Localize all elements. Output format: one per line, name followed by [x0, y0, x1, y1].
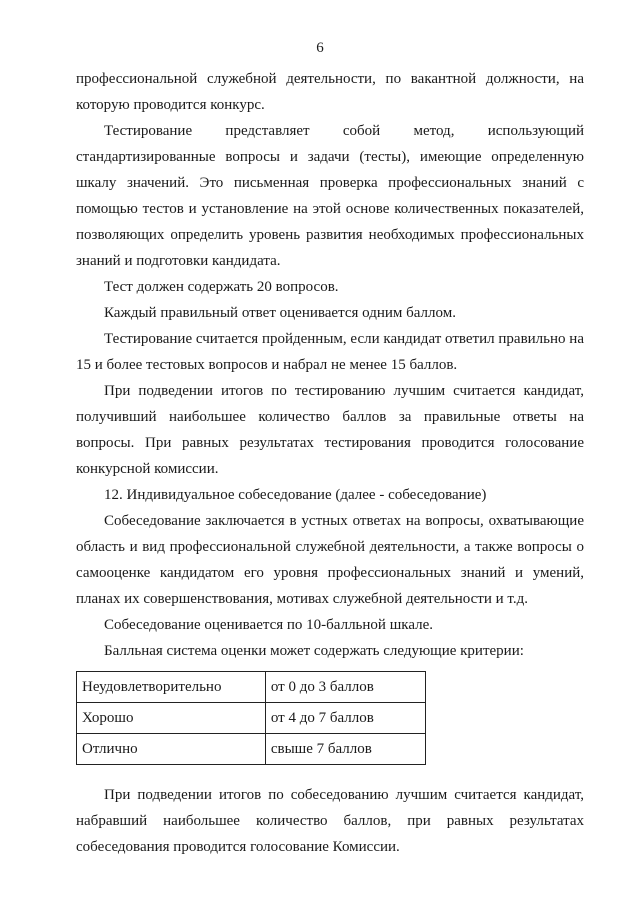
table-row	[77, 734, 426, 765]
paragraph-interview-results: При подведении итогов по собеседованию лучшим считается кандидат, набравший наибольшее количество баллов, при равных результатах собеседования проводится голосование Комиссии.	[76, 787, 584, 855]
criteria-range-cell: свыше 7 баллов	[265, 734, 425, 765]
criteria-grade-cell: Неудовлетворительно	[77, 672, 266, 703]
table-row	[77, 703, 426, 734]
paragraph-scoring: Каждый правильный ответ оценивается одним баллом.	[104, 305, 456, 321]
page-number: 6	[316, 40, 324, 56]
criteria-grade-cell: Отлично	[77, 734, 266, 765]
paragraph-interview-scale: Собеседование оценивается по 10-балльной шкале.	[104, 617, 433, 633]
criteria-grade-cell: Хорошо	[77, 703, 266, 734]
paragraph-testing-results: При подведении итогов по тестированию лучшим считается кандидат, получивший наибольшее количество баллов за правильные ответы на вопросы. При равных результатах тестирования проводится голосование конкурсной комиссии.	[76, 383, 584, 477]
paragraph-testing-definition: Тестирование представляет собой метод, использующий стандартизированные вопросы и задачи (тесты), имеющие определенную шкалу значений. Это письменная проверка профессиональных знаний с помощью тестов и установление на этой основе количественных показателей, позволяющих определить уровень развития необходимых профессиональных знаний и подготовки кандидата.	[76, 123, 584, 269]
criteria-range-cell: от 4 до 7 баллов	[265, 703, 425, 734]
document-body	[76, 66, 584, 860]
criteria-table	[76, 671, 426, 765]
paragraph-continuation: профессиональной служебной деятельности, по вакантной должности, на которую проводится конкурс.	[76, 71, 584, 113]
table-row	[77, 672, 426, 703]
section-heading-interview: 12. Индивидуальное собеседование (далее - собеседование)	[104, 487, 487, 503]
paragraph-interview-definition: Собеседование заключается в устных ответах на вопросы, охватывающие область и вид профессиональной служебной деятельности, а также вопросы о самооценке кандидатом его уровня профессиональных знаний и умений, планах их совершенствования, мотивах служебной деятельности и т.д.	[76, 513, 584, 607]
paragraph-criteria-intro: Балльная система оценки может содержать следующие критерии:	[104, 643, 524, 659]
paragraph-pass-criteria: Тестирование считается пройденным, если кандидат ответил правильно на 15 и более тестовых вопросов и набрал не менее 15 баллов.	[76, 331, 584, 373]
criteria-range-cell: от 0 до 3 баллов	[265, 672, 425, 703]
paragraph-test-questions: Тест должен содержать 20 вопросов.	[104, 279, 339, 295]
